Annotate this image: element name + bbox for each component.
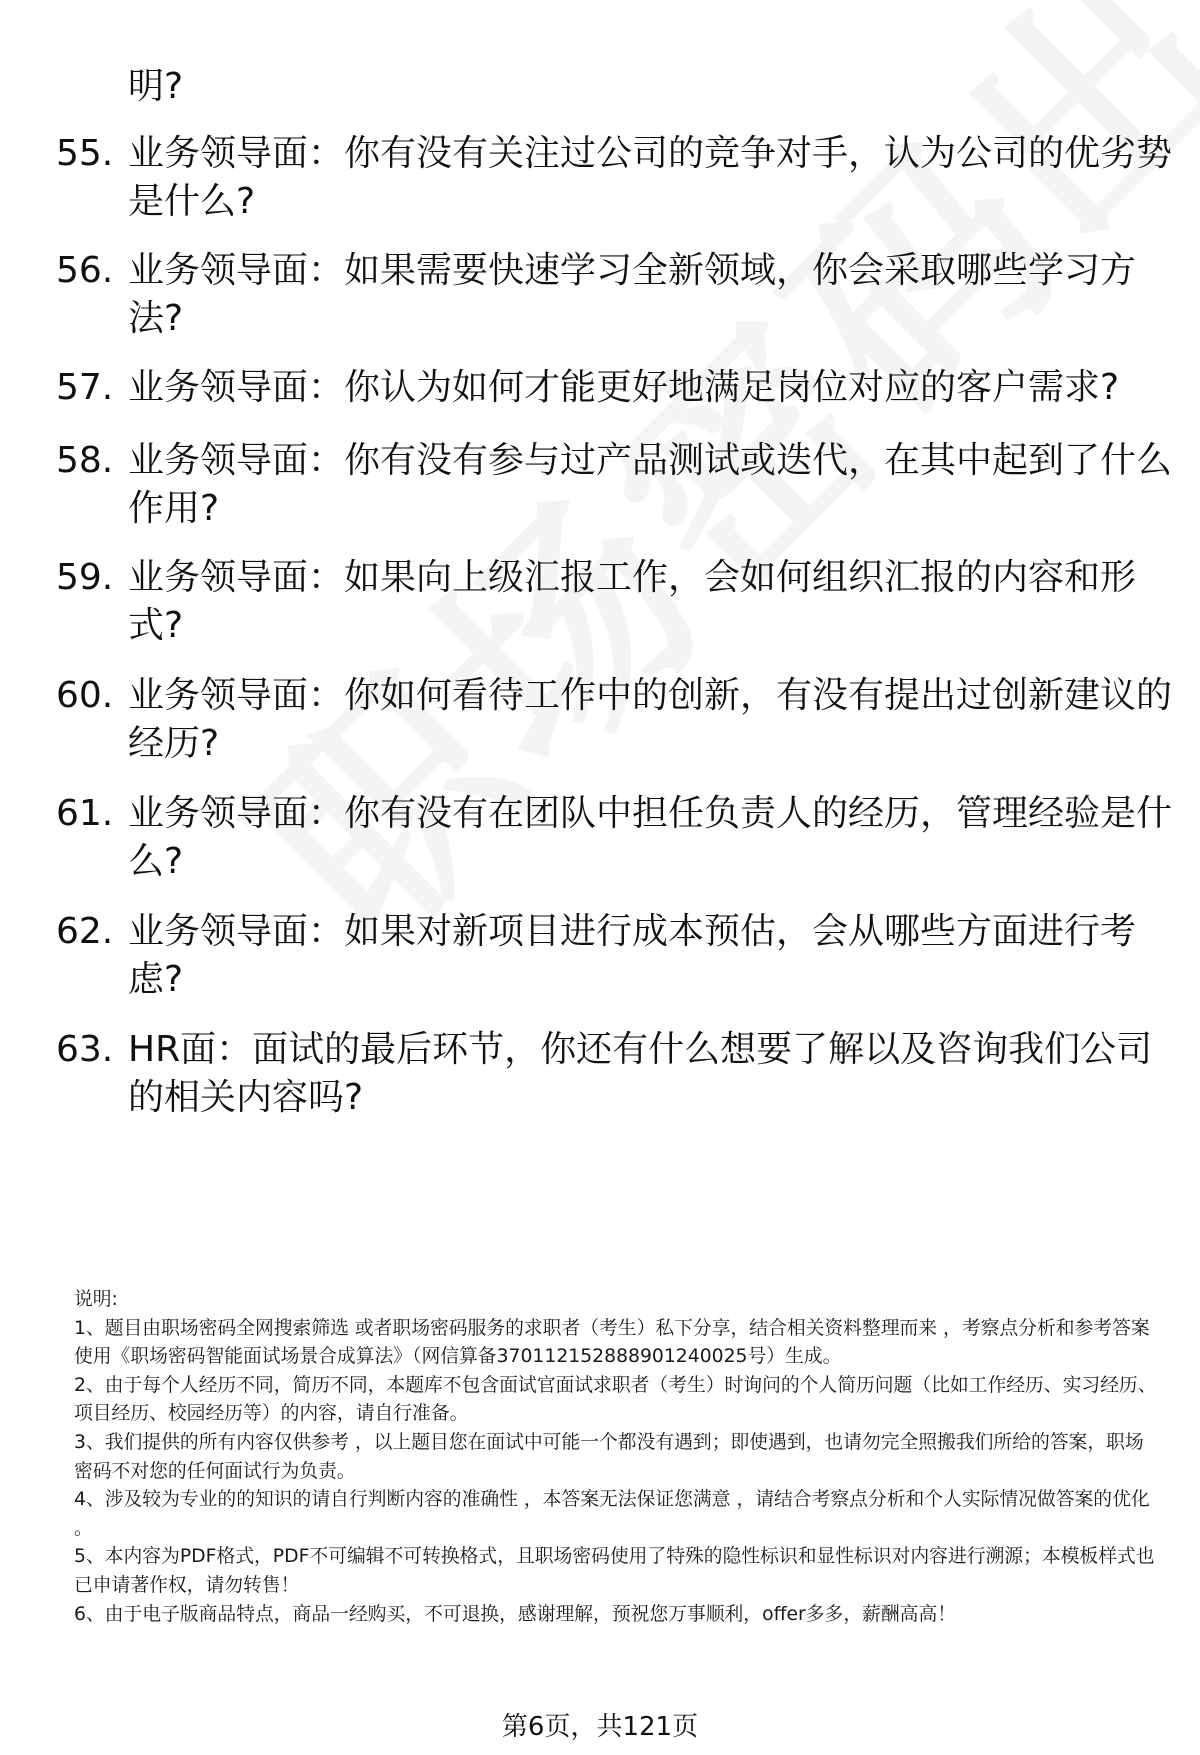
question-item <box>56 437 1173 533</box>
page-indicator: 第6页，共121页 <box>501 1712 699 1742</box>
question-number: 63. <box>56 1029 114 1070</box>
notes-section <box>74 1286 1160 1629</box>
question-number: 62. <box>56 911 114 952</box>
question-item <box>56 130 1173 226</box>
question-text: 业务领导面：你有没有在团队中担任负责人的经历，管理经验是什么? <box>128 793 1173 882</box>
question-item <box>56 364 1156 412</box>
question-text: 业务领导面：你有没有关注过公司的竞争对手，认为公司的优劣势是什么? <box>128 133 1173 222</box>
note-item: 2、由于每个人经历不同，简历不同，本题库不包含面试官面试求职者（考生）时询问的个人简历问题（比如工作经历、实习经历、项目经历、校园经历等）的内容，请自行准备。 <box>74 1374 1157 1425</box>
question-item <box>56 790 1173 886</box>
question-text: 业务领导面：如果需要快速学习全新领域，你会采取哪些学习方法? <box>128 250 1137 339</box>
question-item <box>56 672 1173 768</box>
question-number: 60. <box>56 675 114 716</box>
note-item: 4、涉及较为专业的的知识的请自行判断内容的准确性 ，本答案无法保证您满意 ，请结合考察点分析和个人实际情况做答案的优化 。 <box>74 1489 1150 1539</box>
question-number: 59. <box>56 557 114 598</box>
question-text: 业务领导面：你认为如何才能更好地满足岗位对应的客户需求? <box>128 367 1120 408</box>
question-number: 58. <box>56 440 114 481</box>
question-text: 业务领导面：你如何看待工作中的创新，有没有提出过创新建议的经历? <box>128 675 1173 764</box>
question-number: 55. <box>56 133 114 174</box>
note-item: 6、由于电子版商品特点，商品一经购买，不可退换，感谢理解，预祝您万事顺利，offer多多，薪酬高高！ <box>74 1603 957 1625</box>
question-text: 业务领导面：你有没有参与过产品测试或迭代，在其中起到了什么作用? <box>128 440 1173 529</box>
note-item: 1、题目由职场密码全网搜索筛选 或者职场密码服务的求职者（考生）私下分享，结合相关资料整理而来 ，考察点分析和参考答案使用《职场密码智能面试场景合成算法》（网信算备370112152888901240025号）生成。 <box>74 1317 1150 1368</box>
question-item <box>56 908 1156 1004</box>
note-item: 3、我们提供的所有内容仅供参考 ，以上题目您在面试中可能一个都没有遇到；即使遇到，也请勿完全照搬我们所给的答案，职场密码不对您的任何面试行为负责。 <box>74 1431 1144 1482</box>
question-number: 56. <box>56 250 114 291</box>
question-text: 业务领导面：如果对新项目进行成本预估，会从哪些方面进行考虑? <box>128 911 1137 1000</box>
question-text: 业务领导面：如果向上级汇报工作，会如何组织汇报的内容和形式? <box>128 557 1137 646</box>
question-continuation <box>56 63 1156 111</box>
notes-title: 说明: <box>74 1289 118 1310</box>
question-number: 61. <box>56 793 114 834</box>
question-item <box>56 554 1156 650</box>
question-item <box>56 1026 1156 1122</box>
note-item: 5、本内容为PDF格式，PDF不可编辑不可转换格式，且职场密码使用了特殊的隐性标识和显性标识对内容进行溯源；本模板样式也已申请著作权，请勿转售！ <box>74 1546 1155 1596</box>
question-number: 57. <box>56 367 114 408</box>
question-text: 明? <box>128 66 184 107</box>
question-item <box>56 247 1156 343</box>
question-text: HR面：面试的最后环节，你还有什么想要了解以及咨询我们公司的相关内容吗? <box>128 1029 1153 1118</box>
